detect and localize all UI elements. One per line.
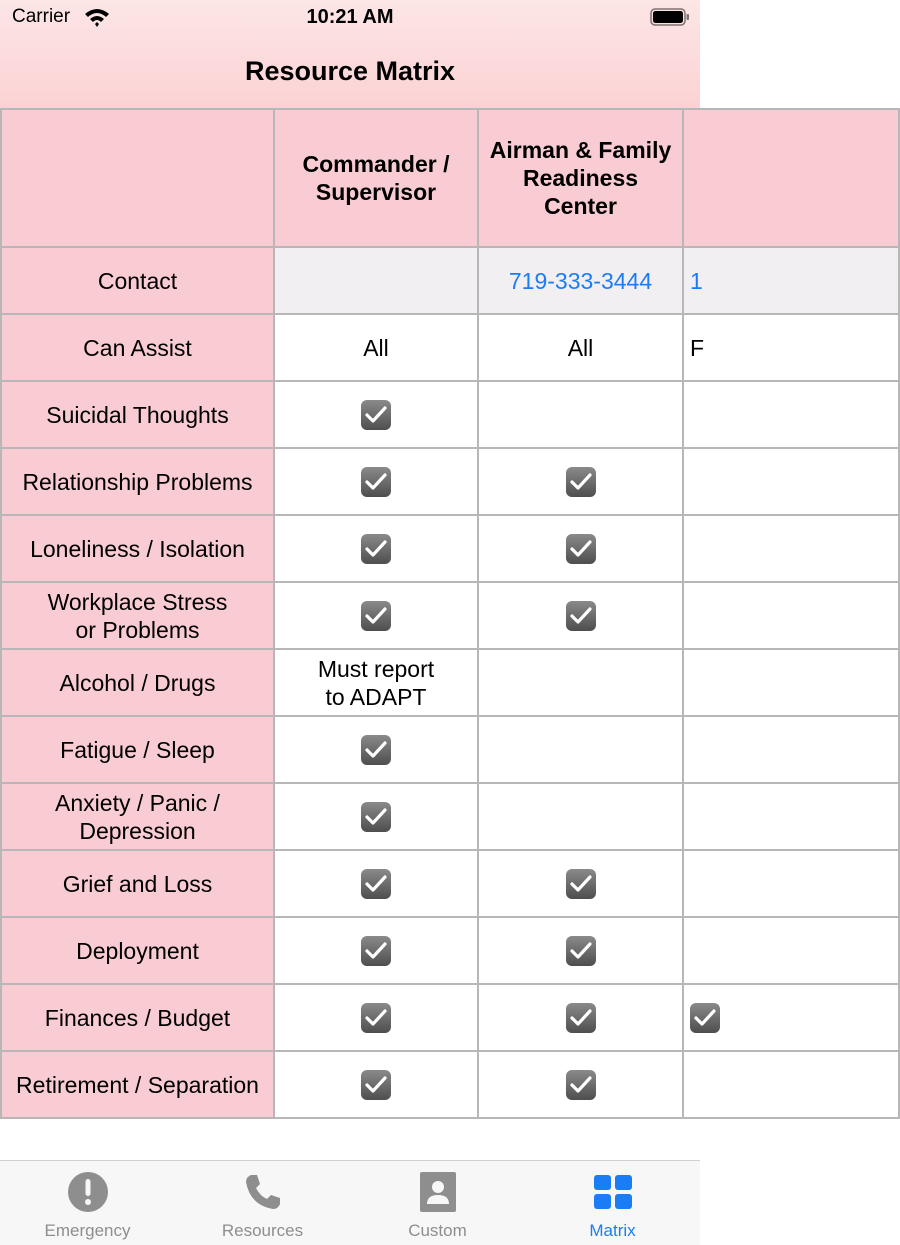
matrix-row [1,783,899,850]
tab-resources[interactable] [175,1161,350,1245]
checkmark-icon [361,1003,391,1033]
carrier-label: Carrier [12,6,71,27]
phone-link[interactable]: 1 [690,267,703,294]
matrix-row [1,582,899,649]
text-line: Finances / Budget [44,1004,231,1031]
tab-emergency[interactable] [0,1161,175,1245]
text-line: Loneliness / Isolation [30,535,245,562]
text-line: Supervisor [315,179,437,205]
checkmark-icon [566,601,596,631]
matrix-cell [478,917,683,984]
checkmark-icon [361,534,391,564]
text-line: Grief and Loss [62,870,213,897]
row-header [1,582,274,649]
navigation-header [0,0,700,109]
checkmark-icon [361,802,391,832]
checkmark-icon [361,936,391,966]
matrix-cell [274,783,478,850]
text-line: Workplace Stress [47,588,228,615]
matrix-cell [274,448,478,515]
matrix-cell [274,850,478,917]
text-line: Deployment [76,937,199,964]
column-header [274,109,478,247]
matrix-cell [274,314,478,381]
matrix-table [0,108,900,1119]
text-line: or Problems [75,616,200,643]
matrix-cell-empty [683,917,899,984]
text-line: Relationship Problems [22,468,253,495]
matrix-cell-empty [478,649,683,716]
cell-text: All [567,334,594,361]
matrix-cell-empty [683,783,899,850]
matrix-cell [274,247,478,314]
matrix-cell [274,515,478,582]
text-line: Center [544,193,617,219]
checkmark-icon [690,1003,720,1033]
row-header [1,247,274,314]
matrix-header-row [1,109,899,247]
matrix-cell [478,984,683,1051]
matrix-row [1,984,899,1051]
matrix-cell-empty [478,716,683,783]
row-header [1,917,274,984]
matrix-row [1,381,899,448]
battery-icon [650,8,690,26]
text-line: Anxiety / Panic / [55,789,220,816]
tab-label-custom: Custom [408,1221,467,1240]
checkmark-icon [361,1070,391,1100]
text-line: Fatigue / Sleep [60,736,215,763]
matrix-cell [274,917,478,984]
status-time: 10:21 AM [306,6,394,28]
checkmark-icon [566,467,596,497]
matrix-cell [478,582,683,649]
matrix-cell [478,1051,683,1118]
text-line: Retirement / Separation [16,1071,259,1098]
tab-label-matrix: Matrix [589,1221,636,1240]
tab-label-resources: Resources [221,1221,304,1240]
matrix-cell [683,314,899,381]
matrix-cell-empty [683,649,899,716]
row-header [1,649,274,716]
checkmark-icon [566,534,596,564]
resource-matrix[interactable] [0,108,705,1148]
matrix-cell [478,314,683,381]
text-line: Airman & Family [489,137,672,163]
tab-bar [0,1160,700,1245]
text-line: Alcohol / Drugs [59,669,216,696]
row-header [1,515,274,582]
phone-icon [242,1171,284,1213]
row-header [1,783,274,850]
grid-icon [592,1171,634,1213]
matrix-cell-empty [478,381,683,448]
text-line: to ADAPT [325,683,427,710]
matrix-cell-empty [683,850,899,917]
checkmark-icon [361,467,391,497]
text-line: Depression [79,817,196,844]
matrix-cell [274,582,478,649]
matrix-row [1,850,899,917]
checkmark-icon [566,1070,596,1100]
matrix-cell [274,1051,478,1118]
text-line: Readiness [522,165,639,191]
matrix-row [1,448,899,515]
row-header [1,984,274,1051]
matrix-cell [683,247,899,314]
text-line: Commander / [302,151,450,177]
column-header [1,109,274,247]
matrix-cell-empty [683,1051,899,1118]
checkmark-icon [566,936,596,966]
tab-matrix[interactable] [525,1161,700,1245]
text-line: Can Assist [83,334,192,361]
matrix-cell [478,247,683,314]
tab-custom[interactable] [350,1161,525,1245]
matrix-cell [274,649,478,716]
matrix-cell-empty [478,783,683,850]
row-header [1,448,274,515]
matrix-row [1,649,899,716]
matrix-cell [274,381,478,448]
matrix-cell [274,716,478,783]
checkmark-icon [566,869,596,899]
checkmark-icon [566,1003,596,1033]
phone-link[interactable]: 719-333-3444 [508,267,653,294]
text-line: Must report [317,655,435,682]
row-header [1,1051,274,1118]
matrix-cell [478,448,683,515]
matrix-cell-empty [683,582,899,649]
tab-label-emergency: Emergency [44,1221,131,1240]
text-line: Suicidal Thoughts [46,401,229,428]
column-header [683,109,899,247]
cell-text: All [363,334,389,361]
text-line: Contact [97,267,178,294]
matrix-row [1,716,899,783]
column-header [478,109,683,247]
row-header [1,314,274,381]
checkmark-icon [361,400,391,430]
checkmark-icon [361,601,391,631]
checkmark-icon [361,735,391,765]
matrix-cell [274,984,478,1051]
matrix-row [1,247,899,314]
matrix-cell-empty [683,381,899,448]
matrix-cell-empty [683,448,899,515]
matrix-row [1,917,899,984]
cell-text: F [690,334,705,361]
contact-card-icon [417,1171,459,1213]
exclamation-icon [67,1171,109,1213]
matrix-cell [478,515,683,582]
row-header [1,850,274,917]
page-title: Resource Matrix [244,56,456,86]
row-header [1,716,274,783]
checkmark-icon [361,869,391,899]
matrix-row [1,314,899,381]
matrix-row [1,1051,899,1118]
matrix-cell [478,850,683,917]
matrix-cell-empty [683,515,899,582]
matrix-row [1,515,899,582]
row-header [1,381,274,448]
matrix-cell-empty [683,716,899,783]
matrix-cell [683,984,899,1051]
